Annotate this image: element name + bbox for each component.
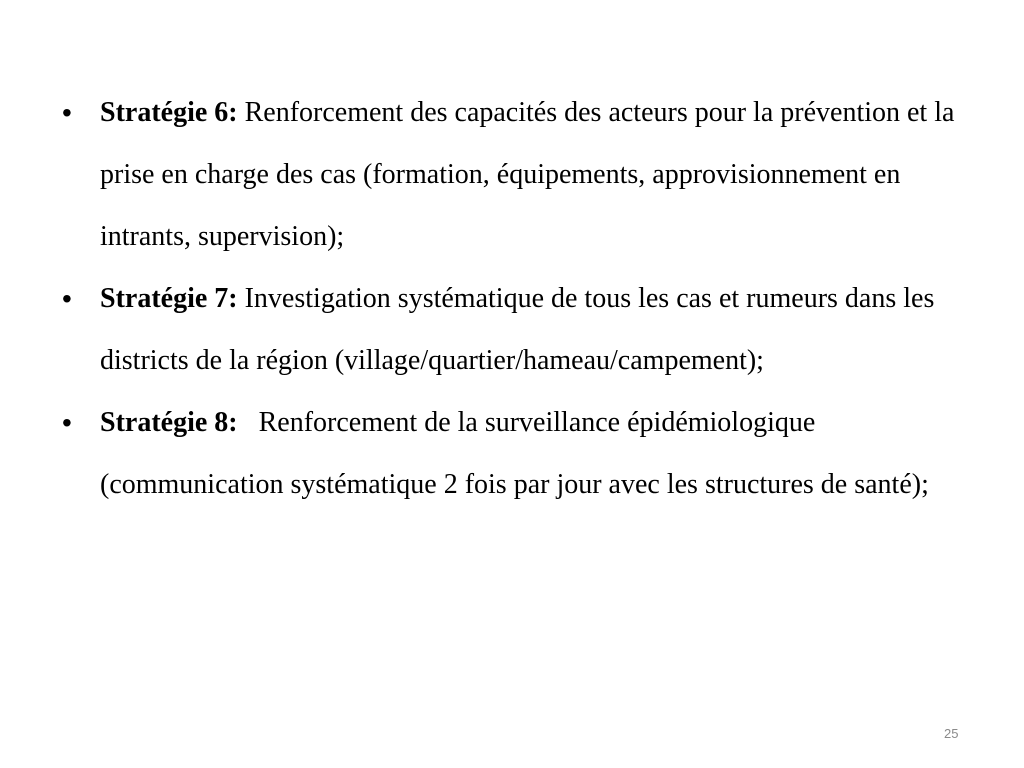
strategy-text: Investigation systématique de tous les cas et rumeurs dans les districts de la région (village/quartier/hameau/campement); [100,283,942,376]
strategy-label: Stratégie 7: [100,283,238,314]
page-number: 25 [944,726,959,741]
bullet-icon: • [62,407,72,438]
strategy-item-7 [62,268,962,392]
strategy-item-6 [62,82,962,268]
bullet-icon: • [62,283,72,314]
strategy-text: Renforcement de la surveillance épidémiologique (communication systématique 2 fois par jour avec les structures de santé); [100,407,929,500]
strategy-list [62,82,962,516]
strategy-label: Stratégie 8: [100,407,238,438]
strategy-label: Stratégie 6: [100,97,238,128]
bullet-icon: • [62,97,72,128]
strategy-item-8 [62,392,962,516]
strategy-text: Renforcement des capacités des acteurs pour la prévention et la prise en charge des cas (formation, équipements, approvisionnement en intrants, supervision); [100,97,962,252]
